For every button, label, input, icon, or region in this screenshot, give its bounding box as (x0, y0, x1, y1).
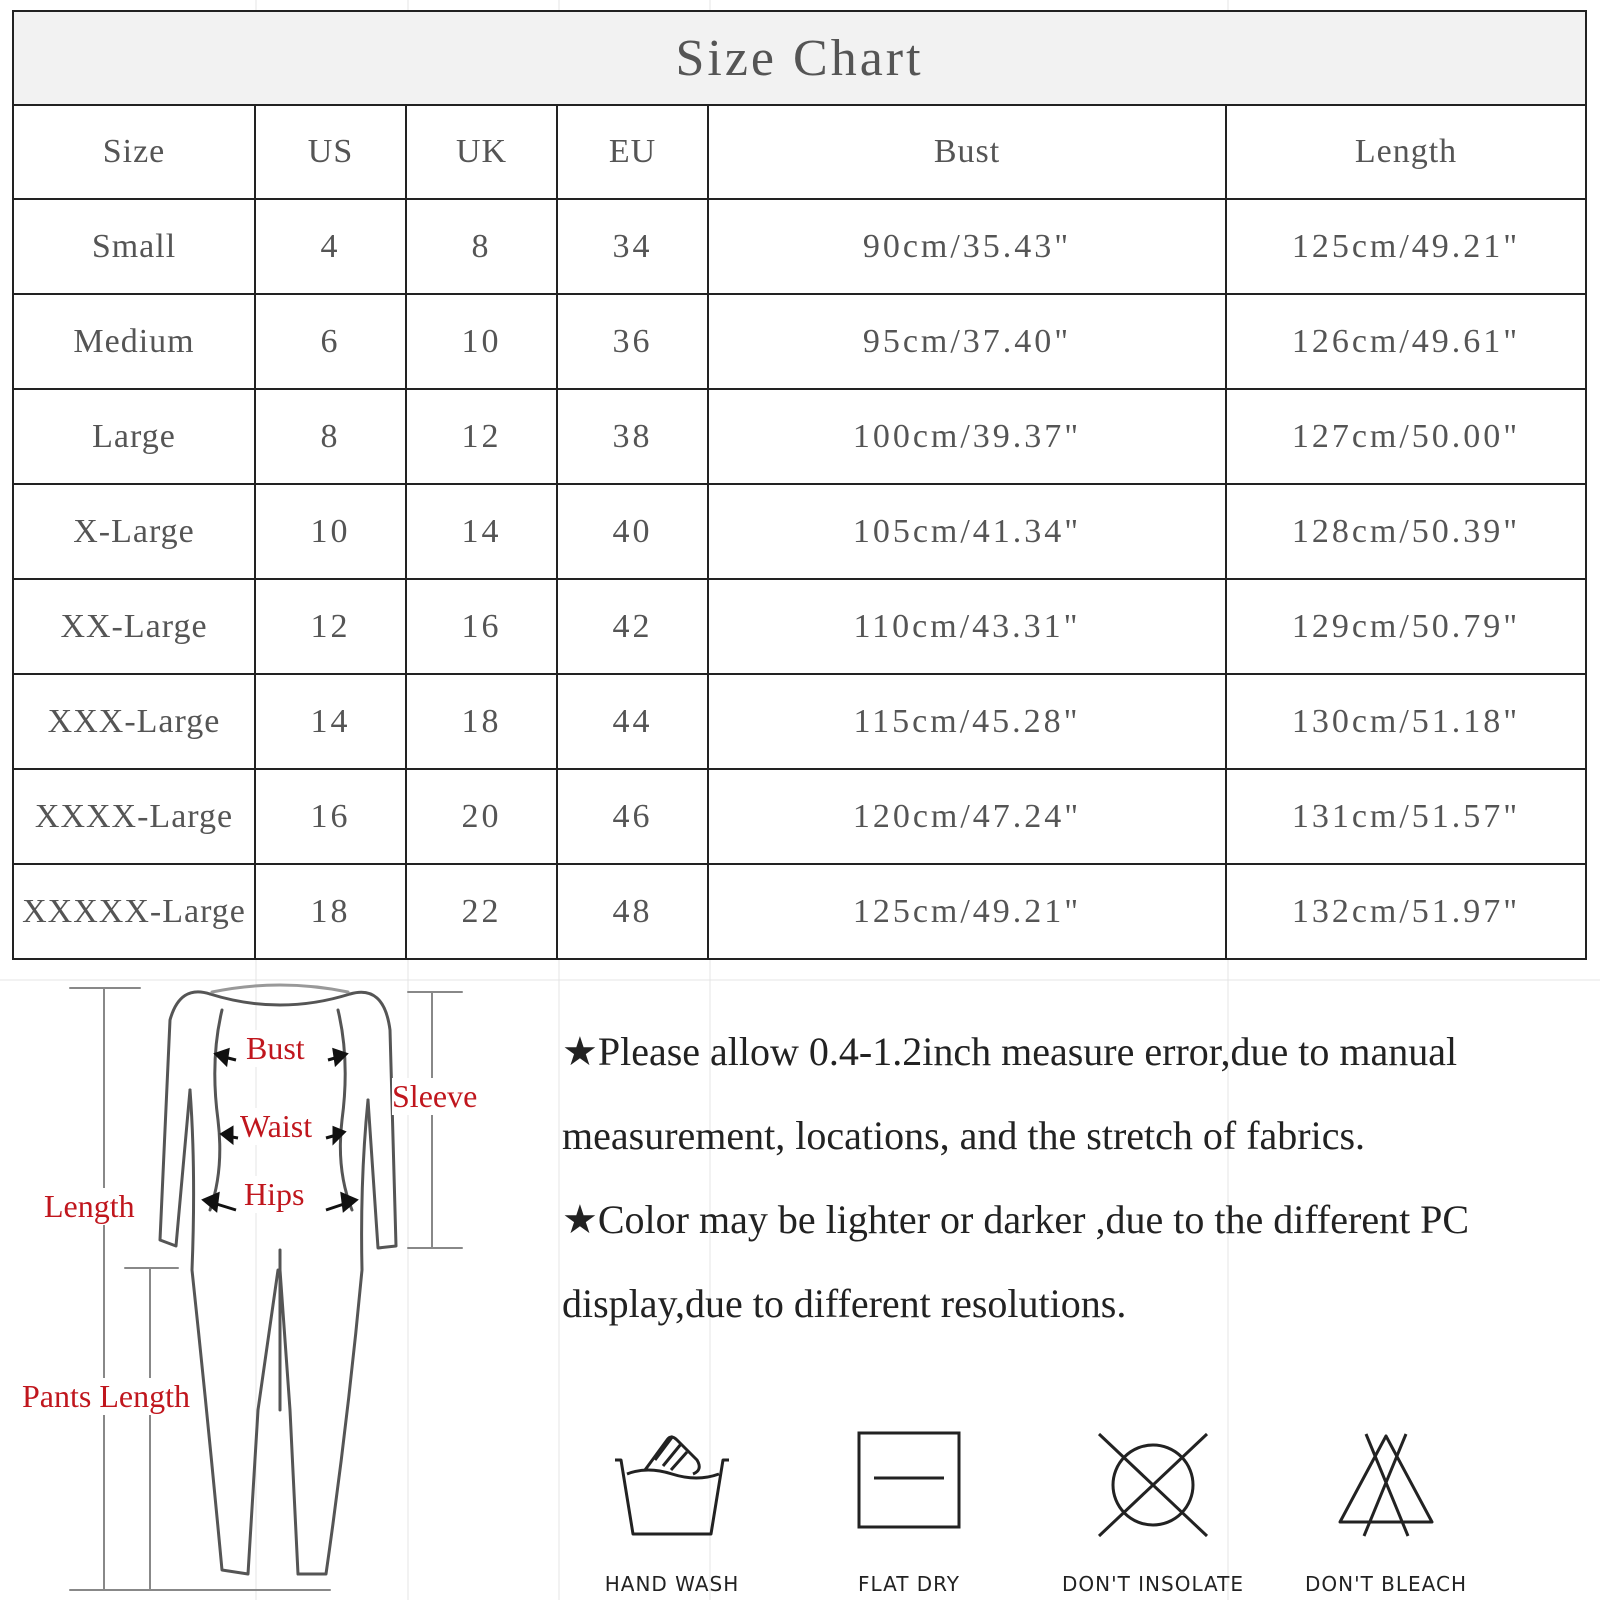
size-chart-table (12, 10, 1587, 960)
cell-length: 126cm/49.61" (1226, 294, 1586, 389)
cell-size: Large (13, 389, 255, 484)
table-row (13, 294, 1586, 389)
header-row (13, 105, 1586, 199)
column-header-size: Size (13, 105, 255, 199)
column-header-bust: Bust (708, 105, 1226, 199)
cell-uk: 16 (406, 579, 557, 674)
hand-wash-label: HAND WASH (604, 1572, 740, 1596)
cell-size: XX-Large (13, 579, 255, 674)
cell-eu: 48 (557, 864, 708, 959)
table-row (13, 674, 1586, 769)
cell-eu: 46 (557, 769, 708, 864)
cell-us: 12 (255, 579, 406, 674)
cell-eu: 34 (557, 199, 708, 294)
table-row (13, 389, 1586, 484)
cell-us: 6 (255, 294, 406, 389)
hand-wash-icon (607, 1430, 737, 1540)
table-row (13, 199, 1586, 294)
table-row (13, 579, 1586, 674)
note-color-text: Color may be lighter or darker ,due to the different PC display,due to different resolutions. (562, 1197, 1470, 1326)
cell-uk: 18 (406, 674, 557, 769)
column-header-length: Length (1226, 105, 1586, 199)
note-measure-error-text: Please allow 0.4-1.2inch measure error,due to manual measurement, locations, and the stretch of fabrics. (562, 1029, 1458, 1158)
cell-bust: 115cm/45.28" (708, 674, 1226, 769)
cell-us: 18 (255, 864, 406, 959)
care-dont-insolate (1058, 1430, 1248, 1596)
table-row (13, 864, 1586, 959)
label-pants-length: Pants Length (22, 1378, 190, 1414)
cell-eu: 40 (557, 484, 708, 579)
column-header-uk: UK (406, 105, 557, 199)
cell-uk: 22 (406, 864, 557, 959)
cell-bust: 110cm/43.31" (708, 579, 1226, 674)
cell-length: 129cm/50.79" (1226, 579, 1586, 674)
cell-uk: 14 (406, 484, 557, 579)
cell-length: 127cm/50.00" (1226, 389, 1586, 484)
column-header-eu: EU (557, 105, 708, 199)
flat-dry-icon (856, 1430, 962, 1530)
column-header-us: US (255, 105, 406, 199)
cell-us: 4 (255, 199, 406, 294)
cell-length: 132cm/51.97" (1226, 864, 1586, 959)
table-row (13, 484, 1586, 579)
cell-size: Small (13, 199, 255, 294)
cell-length: 128cm/50.39" (1226, 484, 1586, 579)
size-chart-title: Size Chart (13, 11, 1586, 105)
cell-eu: 38 (557, 389, 708, 484)
care-hand-wash (592, 1430, 752, 1596)
dont-bleach-icon (1336, 1430, 1436, 1540)
cell-eu: 44 (557, 674, 708, 769)
cell-uk: 8 (406, 199, 557, 294)
cell-uk: 20 (406, 769, 557, 864)
cell-length: 130cm/51.18" (1226, 674, 1586, 769)
cell-bust: 90cm/35.43" (708, 199, 1226, 294)
label-waist: Waist (240, 1108, 313, 1144)
label-length: Length (44, 1188, 135, 1224)
cell-us: 8 (255, 389, 406, 484)
cell-eu: 42 (557, 579, 708, 674)
cell-size: X-Large (13, 484, 255, 579)
cell-size: XXXXX-Large (13, 864, 255, 959)
cell-size: XXX-Large (13, 674, 255, 769)
cell-uk: 10 (406, 294, 557, 389)
cell-bust: 105cm/41.34" (708, 484, 1226, 579)
star-icon: ★ (562, 1029, 598, 1074)
cell-us: 14 (255, 674, 406, 769)
label-sleeve: Sleeve (392, 1078, 478, 1114)
cell-us: 10 (255, 484, 406, 579)
label-hips: Hips (244, 1176, 305, 1212)
flat-dry-label: FLAT DRY (857, 1572, 961, 1596)
care-dont-bleach (1296, 1430, 1476, 1596)
notes-section (562, 1010, 1582, 1346)
cell-bust: 95cm/37.40" (708, 294, 1226, 389)
cell-eu: 36 (557, 294, 708, 389)
cell-length: 125cm/49.21" (1226, 199, 1586, 294)
cell-uk: 12 (406, 389, 557, 484)
cell-bust: 125cm/49.21" (708, 864, 1226, 959)
label-bust: Bust (246, 1030, 305, 1066)
dont-bleach-label: DON'T BLEACH (1304, 1572, 1467, 1596)
cell-size: Medium (13, 294, 255, 389)
note-color (562, 1178, 1582, 1346)
cell-length: 131cm/51.57" (1226, 769, 1586, 864)
dont-insolate-label: DON'T INSOLATE (1061, 1572, 1245, 1596)
cell-size: XXXX-Large (13, 769, 255, 864)
table-row (13, 769, 1586, 864)
dont-insolate-icon (1093, 1430, 1213, 1540)
cell-bust: 120cm/47.24" (708, 769, 1226, 864)
star-icon: ★ (562, 1197, 598, 1242)
care-flat-dry (834, 1430, 984, 1596)
cell-us: 16 (255, 769, 406, 864)
measurement-figure (0, 970, 540, 1600)
note-measure-error (562, 1010, 1582, 1178)
cell-bust: 100cm/39.37" (708, 389, 1226, 484)
